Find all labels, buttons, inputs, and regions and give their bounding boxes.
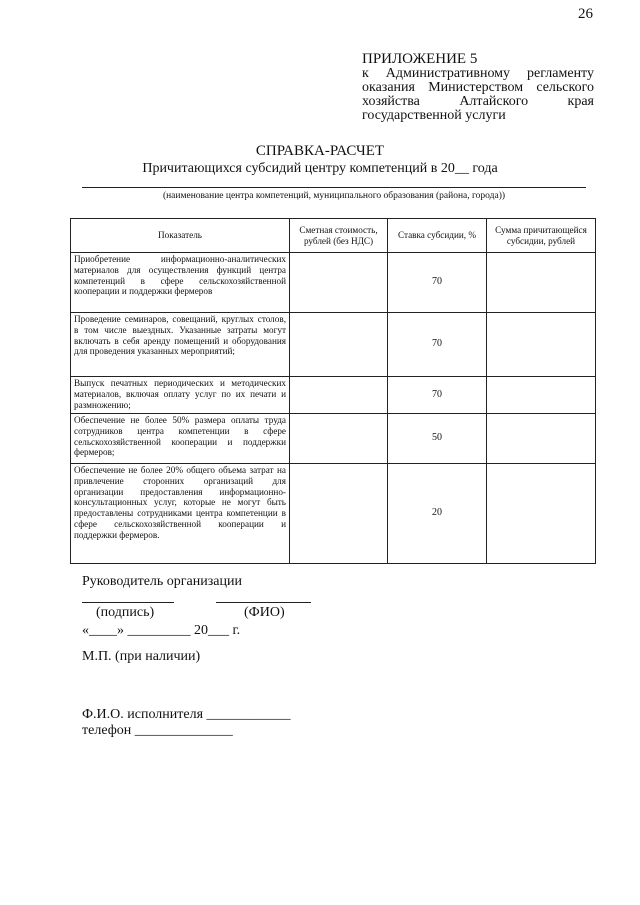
amount-cell xyxy=(487,377,596,414)
header-cost: Сметная стоимость, рублей (без НДС) xyxy=(290,219,388,253)
center-name-caption: (наименование центра компетенций, муниципального образования (района, города)) xyxy=(162,191,506,201)
calculation-table xyxy=(70,218,596,564)
header-amount: Сумма причитающейся субсидии, рублей xyxy=(487,219,596,253)
amount-cell xyxy=(487,253,596,313)
amount-cell xyxy=(487,464,596,564)
table-row xyxy=(71,253,596,313)
rate-cell: 70 xyxy=(388,377,487,414)
date-line: «____» _________ 20___ г. xyxy=(82,623,241,638)
indicator-cell: Выпуск печатных периодических и методических материалов, включая оплату услуг по их печати и размножению; xyxy=(71,377,290,414)
table-row xyxy=(71,414,596,464)
amount-cell xyxy=(487,313,596,377)
cost-cell xyxy=(290,377,388,414)
indicator-cell: Обеспечение не более 50% размера оплаты труда сотрудников центра компетенции в сфере сельскохозяйственной кооперации и поддержки фермеров; xyxy=(71,414,290,464)
signature-caption: (подпись) xyxy=(96,605,155,620)
cost-cell xyxy=(290,313,388,377)
executor-phone: телефон ______________ xyxy=(82,723,233,738)
header-rate: Ставка субсидии, % xyxy=(388,219,487,253)
cost-cell xyxy=(290,414,388,464)
cost-cell xyxy=(290,253,388,313)
amount-cell xyxy=(487,414,596,464)
header-indicator: Показатель xyxy=(71,219,290,253)
rate-cell: 20 xyxy=(388,464,487,564)
table-row xyxy=(71,464,596,564)
center-name-line xyxy=(82,187,586,188)
appendix-text: к Административному регламенту оказания Министерством сельского хозяйства Алтайского края государственной услуги xyxy=(362,66,594,123)
indicator-cell: Проведение семинаров, совещаний, круглых столов, в том числе выездных. Указанные затраты могут включать в себя аренду помещений и оборудования для проведения указанных мероприятий; xyxy=(71,313,290,377)
signature-line xyxy=(82,602,174,603)
stamp-label: М.П. (при наличии) xyxy=(82,649,201,664)
fio-line xyxy=(216,602,311,603)
rate-cell: 50 xyxy=(388,414,487,464)
rate-cell: 70 xyxy=(388,253,487,313)
rate-cell: 70 xyxy=(388,313,487,377)
appendix-block xyxy=(362,52,594,123)
table-row xyxy=(71,313,596,377)
head-of-organization-label: Руководитель организации xyxy=(82,574,242,589)
table-header-row xyxy=(71,219,596,253)
indicator-cell: Приобретение информационно-аналитических материалов для осуществления функций центра компетенций в сфере сельскохозяйственной кооперации и поддержки фермеров xyxy=(71,253,290,313)
indicator-cell: Обеспечение не более 20% общего объема затрат на привлечение сторонних организаций для организации предоставления информационно-консультационных услуг, которые не могут быть предоставлены сотрудниками центра компетенции в сфере сельскохозяйственной кооперации и поддержки фермеров. xyxy=(71,464,290,564)
document-subtitle: Причитающихся субсидий центру компетенций в 20__ года xyxy=(142,161,498,176)
document-title: СПРАВКА-РАСЧЕТ xyxy=(255,143,385,159)
page-number: 26 xyxy=(578,6,593,22)
executor-name: Ф.И.О. исполнителя ____________ xyxy=(82,707,291,722)
fio-caption: (ФИО) xyxy=(244,605,285,620)
appendix-title: ПРИЛОЖЕНИЕ 5 xyxy=(362,51,478,67)
cost-cell xyxy=(290,464,388,564)
table-row xyxy=(71,377,596,414)
